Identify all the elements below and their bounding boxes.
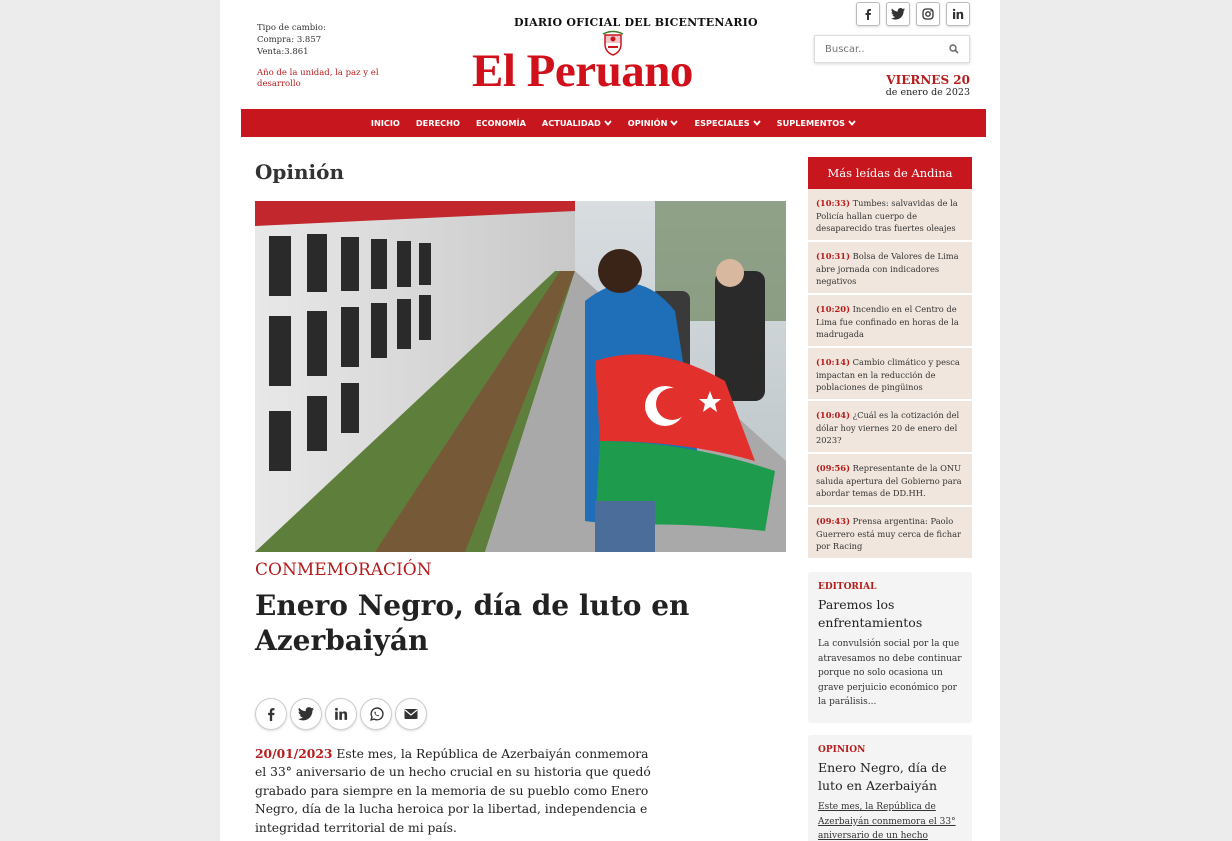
facebook-icon <box>862 8 874 20</box>
twitter-icon <box>298 707 314 721</box>
linkedin-link[interactable] <box>946 2 970 26</box>
search-input[interactable] <box>825 44 935 55</box>
news-time: (10:33) <box>816 198 851 208</box>
editorial-card[interactable] <box>808 572 972 723</box>
article-hero-image <box>255 201 786 552</box>
share-buttons <box>255 698 427 730</box>
nav-item-actualidad[interactable] <box>542 118 612 128</box>
share-email-button[interactable] <box>395 698 427 730</box>
news-headline: Representante de la ONU saluda apertura del Gobierno para abordar temas de DD.HH. <box>816 463 962 498</box>
news-headline: Cambio climático y pesca impactan en la reducción de poblaciones de pingüinos <box>816 357 960 392</box>
share-whatsapp-button[interactable] <box>360 698 392 730</box>
date-rest: de enero de 2023 <box>885 87 970 98</box>
social-links <box>856 2 970 26</box>
news-item[interactable] <box>808 507 972 560</box>
current-date <box>886 73 970 99</box>
news-item[interactable] <box>808 401 972 454</box>
brand-logo[interactable]: El Peruano <box>472 45 693 97</box>
facebook-icon <box>264 707 278 721</box>
opinion-title[interactable]: Enero Negro, día de luto en Azerbaiyán <box>818 760 947 793</box>
envelope-icon <box>404 708 418 720</box>
opinion-label: OPINION <box>818 745 866 755</box>
news-time: (10:20) <box>816 304 851 314</box>
search-box <box>814 35 970 63</box>
exchange-buy: Compra: 3.857 <box>257 35 322 45</box>
twitter-link[interactable] <box>886 2 910 26</box>
facebook-link[interactable] <box>856 2 880 26</box>
nav-label: SUPLEMENTOS <box>776 118 846 128</box>
news-item[interactable] <box>808 242 972 295</box>
news-item[interactable] <box>808 295 972 348</box>
nav-label: DERECHO <box>415 118 460 128</box>
article-body <box>255 745 655 837</box>
chevron-down-icon <box>848 120 856 126</box>
article-headline: Enero Negro, día de luto en Azerbaiyán <box>255 589 690 657</box>
nav-label: ESPECIALES <box>694 118 750 128</box>
news-headline: Incendio en el Centro de Lima fue confinado en horas de la madrugada <box>816 304 959 339</box>
instagram-link[interactable] <box>916 2 940 26</box>
linkedin-icon <box>334 707 348 721</box>
news-item[interactable] <box>808 189 972 242</box>
whatsapp-icon <box>369 707 384 722</box>
news-headline: Prensa argentina: Paolo Guerrero está muy cerca de fichar por Racing <box>816 516 961 551</box>
share-linkedin-button[interactable] <box>325 698 357 730</box>
news-time: (10:04) <box>816 410 851 420</box>
news-time: (09:43) <box>816 516 851 526</box>
article <box>255 160 786 835</box>
opinion-excerpt-link[interactable]: Este mes, la República de Azerbaiyán conmemora el 33° aniversario de un hecho <box>818 802 956 841</box>
exchange-sell: Venta:3.861 <box>257 47 309 57</box>
editorial-excerpt: La convulsión social por la que atravesamos no debe continuar porque no solo ocasiona un grave perjuicio económico por la parálisis... <box>818 639 962 707</box>
opinion-card[interactable] <box>808 735 972 841</box>
nav-item-opinion[interactable] <box>628 118 679 128</box>
nav-label: OPINIÓN <box>627 118 668 128</box>
editorial-label: EDITORIAL <box>818 582 877 592</box>
nav-item-derecho[interactable] <box>416 118 460 128</box>
linkedin-icon <box>952 8 964 20</box>
news-headline: Bolsa de Valores de Lima abre jornada con indicadores negativos <box>816 251 959 286</box>
most-read-panel <box>808 157 972 560</box>
nav-item-economia[interactable] <box>476 118 526 128</box>
twitter-icon <box>891 8 905 20</box>
section-title: Opinión <box>255 160 345 184</box>
chevron-down-icon <box>670 120 678 126</box>
header <box>220 0 1000 108</box>
share-twitter-button[interactable] <box>290 698 322 730</box>
search-icon[interactable] <box>949 44 959 54</box>
exchange-title: Tipo de cambio: <box>257 23 326 33</box>
news-item[interactable] <box>808 348 972 401</box>
editorial-title[interactable]: Paremos los enfrentamientos <box>818 597 923 630</box>
main-nav <box>241 109 986 137</box>
article-category[interactable]: CONMEMORACIÓN <box>255 560 432 580</box>
instagram-icon <box>922 8 934 20</box>
date-day: VIERNES 20 <box>886 73 970 87</box>
exchange-rate <box>257 22 326 58</box>
nav-label: ACTUALIDAD <box>541 118 601 128</box>
news-headline: ¿Cuál es la cotización del dólar hoy viernes 20 de enero del 2023? <box>816 410 960 445</box>
most-read-title: Más leídas de Andina <box>808 157 972 189</box>
year-motto: Año de la unidad, la paz y el desarrollo <box>257 68 379 89</box>
nav-label: ECONOMÍA <box>476 118 526 128</box>
nav-label: INICIO <box>370 118 400 128</box>
news-time: (10:31) <box>816 251 851 261</box>
chevron-down-icon <box>753 120 761 126</box>
share-facebook-button[interactable] <box>255 698 287 730</box>
nav-item-suplementos[interactable] <box>777 118 856 128</box>
chevron-down-icon <box>604 120 612 126</box>
news-item[interactable] <box>808 454 972 507</box>
nav-item-inicio[interactable] <box>371 118 400 128</box>
article-body-text: Este mes, la República de Azerbaiyán conmemora el 33° aniversario de un hecho crucial en su historia que quedó grabado para siempre en la memoria de su pueblo como Enero Negro, día de la lucha heroica por la libertad, independencia e integridad territorial de mi país. <box>255 747 651 835</box>
news-headline: Tumbes: salvavidas de la Policía hallan cuerpo de desaparecido tras fuertes oleajes <box>816 198 958 233</box>
article-date: 20/01/2023 <box>255 746 333 761</box>
nav-item-especiales[interactable] <box>694 118 760 128</box>
news-time: (09:56) <box>816 463 851 473</box>
page <box>220 0 1000 841</box>
masthead-kicker: DIARIO OFICIAL DEL BICENTENARIO <box>514 16 758 29</box>
news-time: (10:14) <box>816 357 851 367</box>
